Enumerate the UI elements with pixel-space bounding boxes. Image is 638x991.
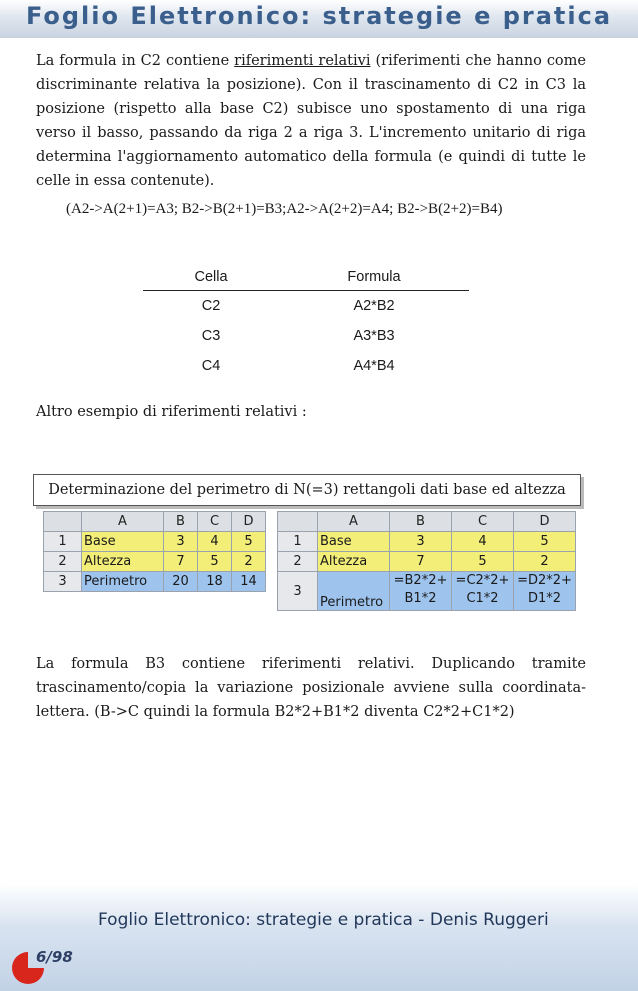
formula-line-2: C1*2 [466, 591, 499, 606]
column-header: B [390, 512, 452, 532]
red-circle-logo-icon [10, 950, 46, 986]
formula-line-2: B1*2 [404, 591, 437, 606]
spreadsheet-values [43, 511, 266, 592]
cell: Altezza [82, 552, 164, 572]
sheet-row [44, 532, 266, 552]
cell-formula: A3*B3 [353, 328, 395, 344]
relative-references-term: riferimenti relativi [234, 53, 371, 69]
cell: 14 [232, 572, 266, 592]
other-example-heading: Altro esempio di riferimenti relativi : [36, 404, 307, 420]
cell: Perimetro [82, 572, 164, 592]
formula-line-1: =B2*2+ [393, 573, 448, 588]
formula-cell [514, 572, 576, 611]
sheet-row [44, 572, 266, 592]
cell-formula-table [143, 264, 469, 381]
column-header: C [452, 512, 514, 532]
table-header-row [143, 264, 469, 291]
cell-name: C2 [201, 298, 221, 314]
corner-cell [44, 512, 82, 532]
cell: 20 [164, 572, 198, 592]
sheet-row [278, 572, 576, 611]
page-number: 6/98 [36, 948, 73, 966]
sheet-row [278, 552, 576, 572]
table-row [143, 351, 469, 381]
intro-paragraph [36, 49, 586, 193]
row-header: 1 [44, 532, 82, 552]
row-header: 3 [278, 572, 318, 611]
cell-name: C4 [201, 358, 221, 374]
cell: 5 [198, 552, 232, 572]
cell: 3 [164, 532, 198, 552]
footer-title: Foglio Elettronico: strategie e pratica - Denis Ruggeri [98, 910, 549, 930]
closing-paragraph: La formula B3 contiene riferimenti relativi. Duplicando tramite trascinamento/copia la variazione posizionale avviene sulla coordinata-lettera. (B->C quindi la formula B2*2+B1*2 diventa C2*2+C1*2) [36, 656, 586, 720]
cell: 4 [198, 532, 232, 552]
cell: 5 [232, 532, 266, 552]
table-row [143, 321, 469, 351]
cell: Base [318, 532, 390, 552]
column-header: D [514, 512, 576, 532]
cell: Altezza [318, 552, 390, 572]
cell: 2 [514, 552, 576, 572]
cell: 5 [514, 532, 576, 552]
cell: 5 [452, 552, 514, 572]
row-header: 2 [44, 552, 82, 572]
column-header: A [318, 512, 390, 532]
intro-text-end: (riferimenti che hanno come discriminante relativa la posizione). Con il trascinamento di C2 in C3 la posizione (rispetto alla base C2) subisce uno spostamento di una riga verso il basso, passando da riga 2 a riga 3. L'incremento unitario di riga determina l'aggiornamento automatico della formula (e quindi di tutte le celle in essa contenute). [36, 53, 586, 189]
column-header: B [164, 512, 198, 532]
table-row [143, 291, 469, 321]
sheet-row [278, 532, 576, 552]
cell: 7 [390, 552, 452, 572]
cell: 4 [452, 532, 514, 552]
cell: 7 [164, 552, 198, 572]
cell: 3 [390, 532, 452, 552]
cell: Base [82, 532, 164, 552]
corner-cell [278, 512, 318, 532]
page-header-title: Foglio Elettronico: strategie e pratica [25, 2, 613, 30]
perimeter-box-label: Determinazione del perimetro di N(=3) rettangoli dati base ed altezza [33, 474, 581, 506]
cell: Perimetro [318, 572, 390, 611]
column-header: D [232, 512, 266, 532]
cell-name: C3 [201, 328, 221, 344]
formula-cell [390, 572, 452, 611]
spreadsheet-formulas [277, 511, 576, 611]
formula-line-1: =C2*2+ [455, 573, 510, 588]
column-header: A [82, 512, 164, 532]
cell-formula: A4*B4 [353, 358, 395, 374]
formula-line-2: D1*2 [527, 591, 562, 606]
column-header-cella: Cella [194, 269, 228, 285]
cell: 18 [198, 572, 232, 592]
column-header-formula: Formula [347, 269, 401, 285]
column-header: C [198, 512, 232, 532]
row-header: 3 [44, 572, 82, 592]
row-header: 2 [278, 552, 318, 572]
row-header: 1 [278, 532, 318, 552]
cell: 2 [232, 552, 266, 572]
sheet-row [44, 552, 266, 572]
formula-line: (A2->A(2+1)=A3; B2->B(2+1)=B3;A2->A(2+2)=A4; B2->B(2+2)=B4) [66, 201, 503, 217]
formula-line-1: =D2*2+ [517, 573, 572, 588]
intro-text-start: La formula in C2 contiene [36, 53, 235, 69]
cell-formula: A2*B2 [353, 298, 395, 314]
formula-cell [452, 572, 514, 611]
